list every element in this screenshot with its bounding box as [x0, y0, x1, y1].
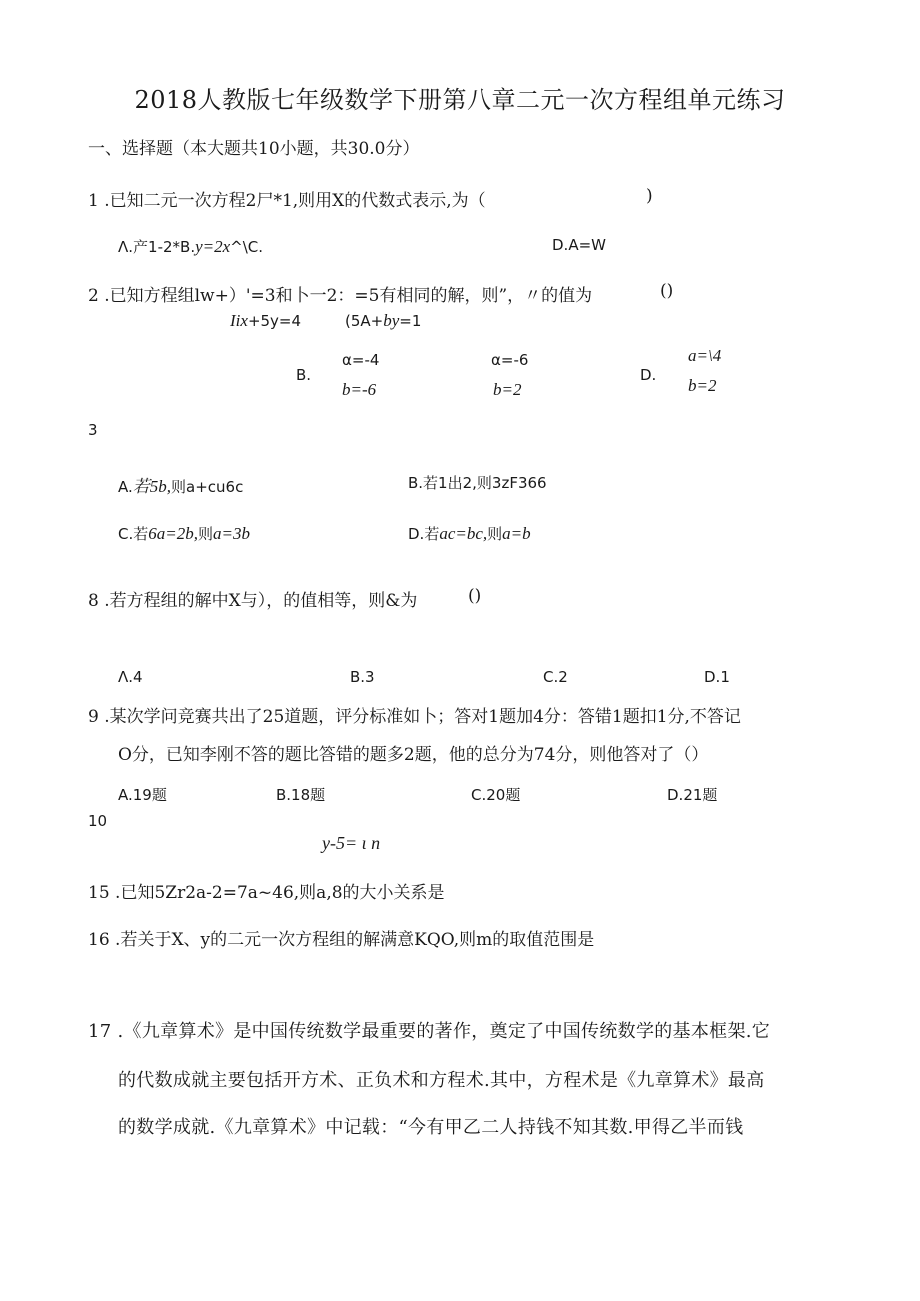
question-17-line-3: 的数学成就.《九章算术》中记载：“今有甲乙二人持钱不知其数.甲得乙半而钱 [118, 1117, 744, 1138]
question-2-eq2-var: by [383, 311, 400, 330]
question-3-option-d-cond: ac=bc, [439, 524, 488, 543]
question-3-number: 3 [88, 421, 98, 439]
question-3-option-a-result: 则a+cu6c [171, 478, 244, 496]
question-2-option-d-b: b=2 [688, 376, 717, 395]
question-2-option-b-b: b=-6 [342, 380, 377, 399]
question-1-option-b: y=2x [195, 237, 231, 256]
question-1-paren-close: ) [646, 186, 653, 206]
question-2-system-2 [345, 311, 421, 331]
question-3-option-c [118, 523, 250, 544]
question-1-options [118, 236, 263, 257]
question-1-option-a: Λ.产1-2*B. [118, 238, 196, 256]
question-2-option-b-a: α=-4 [342, 351, 380, 369]
question-3-option-d-result: a=b [502, 524, 531, 543]
question-8-stem: 8 .若方程组的解中X与），的值相等，则&为 [88, 591, 418, 611]
question-3-option-d-label: D.若 [408, 525, 440, 543]
question-2-eq1-var: Iix [230, 311, 248, 330]
question-3-option-d-then: 则 [487, 525, 503, 543]
page-title: 2018人教版七年级数学下册第八章二元一次方程组单元练习 [134, 86, 786, 114]
question-2-eq2-start: (5A+ [345, 312, 384, 330]
question-2-option-b-label: B. [296, 366, 312, 384]
question-15: 15 .已知5Zr2a-2=7a~46,则a,8的大小关系是 [88, 883, 445, 903]
question-2-option-c-a: α=-6 [491, 351, 529, 369]
question-17-line-2: 的代数成就主要包括开方术、正负术和方程术.其中，方程术是《九章算术》最高 [118, 1070, 765, 1091]
question-2-paren: () [660, 281, 674, 301]
question-2-eq2-end: =1 [399, 312, 422, 330]
question-3-option-a [118, 472, 243, 497]
question-3-option-c-then: 则 [197, 525, 213, 543]
question-8-option-d: D.1 [704, 668, 730, 686]
question-9-option-b: B.18题 [276, 786, 326, 804]
question-3-option-a-label: A. [118, 478, 133, 496]
question-10-expression: y-5= ι n [322, 833, 381, 853]
question-1-stem: 1 .已知二元一次方程2尸*1,则用X的代数式表示,为（ [88, 191, 486, 211]
question-1-option-d: D.A=W [552, 236, 606, 254]
section-heading: 一、选择题（本大题共10小题，共30.0分） [88, 139, 420, 159]
question-2-option-d-label: D. [640, 366, 657, 384]
question-9-line-1: 9 .某次学问竞赛共出了25道题，评分标准如卜；答对1题加4分：答错1题扣1分,不答记 [88, 707, 741, 727]
question-9-option-c: C.20题 [471, 786, 521, 804]
question-3-option-c-cond: 6a=2b, [148, 524, 198, 543]
question-2-eq1-rest: +5y=4 [247, 312, 302, 330]
question-17-line-1: 17 .《九章算术》是中国传统数学最重要的著作，奠定了中国传统数学的基本框架.它 [88, 1021, 771, 1042]
question-2-stem: 2 .已知方程组lw+）'=3和卜一2：=5有相同的解，则”，〃的值为 [88, 286, 593, 306]
question-2-option-c-b: b=2 [493, 380, 522, 399]
question-8-option-a: Λ.4 [118, 668, 143, 686]
question-8-option-c: C.2 [543, 668, 568, 686]
question-3-option-a-cond: 若5b, [132, 477, 172, 496]
question-2-system-1 [230, 311, 301, 331]
question-10-number: 10 [88, 812, 108, 830]
question-3-option-c-label: C.若 [118, 525, 149, 543]
question-1-option-c: ^\C. [230, 238, 264, 256]
question-16: 16 .若关于X、y的二元一次方程组的解满意KQO,则m的取值范围是 [88, 930, 595, 950]
question-9-option-a: A.19题 [118, 786, 167, 804]
question-2-option-d-a: a=\4 [688, 346, 722, 365]
question-8-paren: () [468, 586, 482, 606]
question-8-option-b: B.3 [350, 668, 375, 686]
question-3-option-b: B.若1出2,则3zF366 [408, 474, 547, 492]
question-3-option-c-result: a=3b [213, 524, 250, 543]
question-3-option-d [408, 523, 531, 544]
question-9-option-d: D.21题 [667, 786, 718, 804]
question-9-line-2: O分，已知李刚不答的题比答错的题多2题，他的总分为74分，则他答对了（） [118, 745, 709, 765]
